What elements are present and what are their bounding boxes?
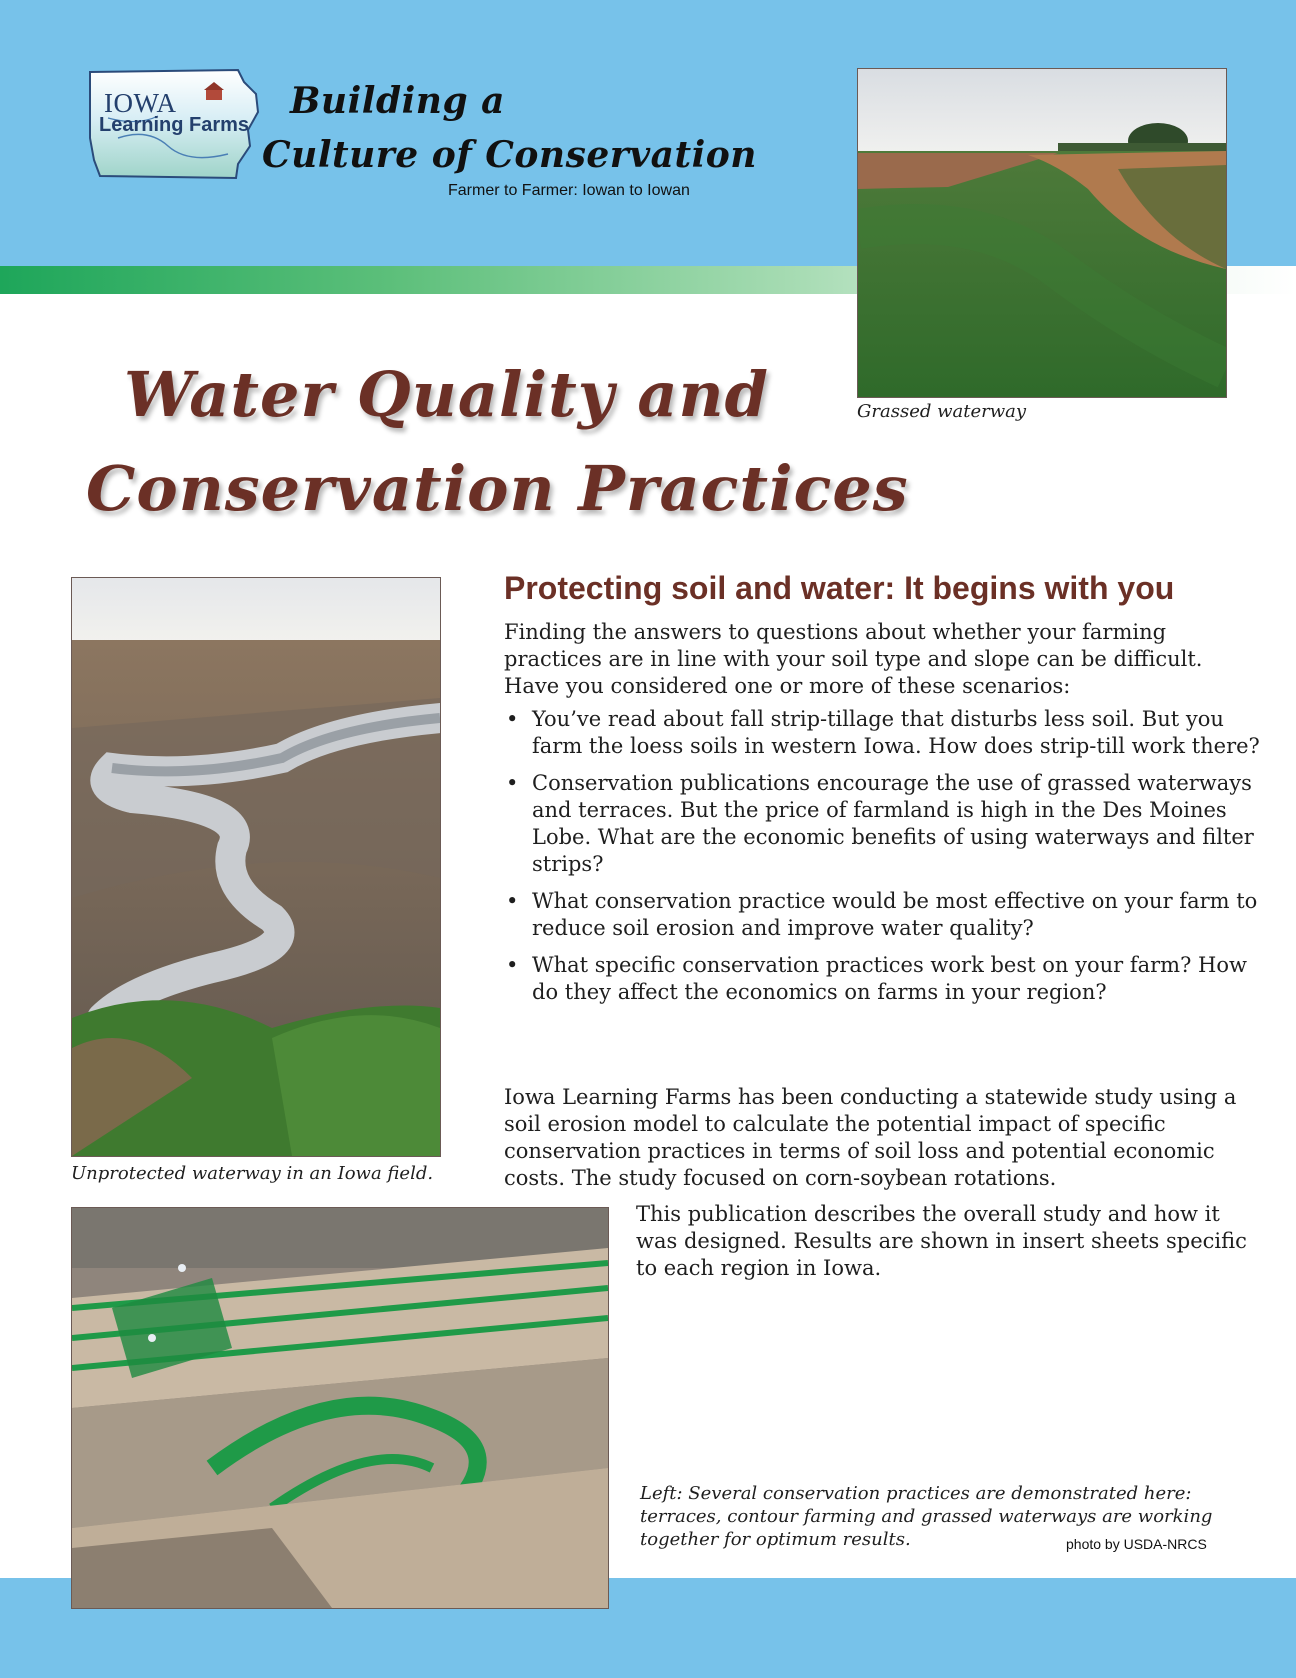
grassed-waterway-photo (857, 68, 1227, 398)
list-item: • Conservation publications encourage the use of grassed waterways and terraces. But the price of farmland is high in the Des Moines Lobe. What are the economic benefits of using waterways and filter strips? (504, 770, 1264, 878)
title-line-2: Conservation Practices (86, 452, 909, 525)
grassed-waterway-caption: Grassed waterway (857, 401, 1027, 422)
section-heading: Protecting soil and water: It begins with you (504, 570, 1175, 606)
unprotected-waterway-photo (71, 577, 441, 1157)
list-item: • You’ve read about fall strip-tillage that disturbs less soil. But you farm the loess soils in western Iowa. How does strip-till work there? (504, 706, 1264, 760)
photo-credit: photo by USDA-NRCS (1066, 1536, 1207, 1552)
brand-line-2: Culture of Conservation (262, 134, 757, 176)
intro-paragraph: Finding the answers to questions about whether your farming practices are in line with your soil type and slope can be difficult. Have you considered one or more of these scenarios: (504, 620, 1203, 698)
title-line-1: Water Quality and (124, 358, 769, 431)
logo-org-text: Learning Farms (99, 114, 250, 136)
aerial-conservation-photo (71, 1207, 609, 1609)
tagline: Farmer to Farmer: Iowan to Iowan (448, 182, 690, 199)
scenario-list (504, 706, 1264, 1016)
publication-paragraph: This publication describes the overall study and how it was designed. Results are shown in insert sheets specific to each region in Iowa. (636, 1202, 1247, 1280)
logo-state-text: IOWA (104, 88, 177, 118)
study-paragraph: Iowa Learning Farms has been conducting a statewide study using a soil erosion model to calculate the potential impact of specific conservation practices in terms of soil loss and potential economic costs. The study focused on corn-soybean rotations. (504, 1085, 1237, 1190)
brand-line-1: Building a (290, 80, 506, 122)
list-item: • What specific conservation practices work best on your farm? How do they affect the economics on farms in your region? (504, 952, 1264, 1006)
aerial-caption: Left: Several conservation practices are demonstrated here: terraces, contour farming and grassed waterways are working together for optimum results. (640, 1483, 1213, 1550)
unprotected-waterway-caption: Unprotected waterway in an Iowa field. (71, 1163, 434, 1184)
list-item: • What conservation practice would be most effective on your farm to reduce soil erosion and improve water quality? (504, 888, 1264, 942)
page-title (86, 348, 909, 536)
